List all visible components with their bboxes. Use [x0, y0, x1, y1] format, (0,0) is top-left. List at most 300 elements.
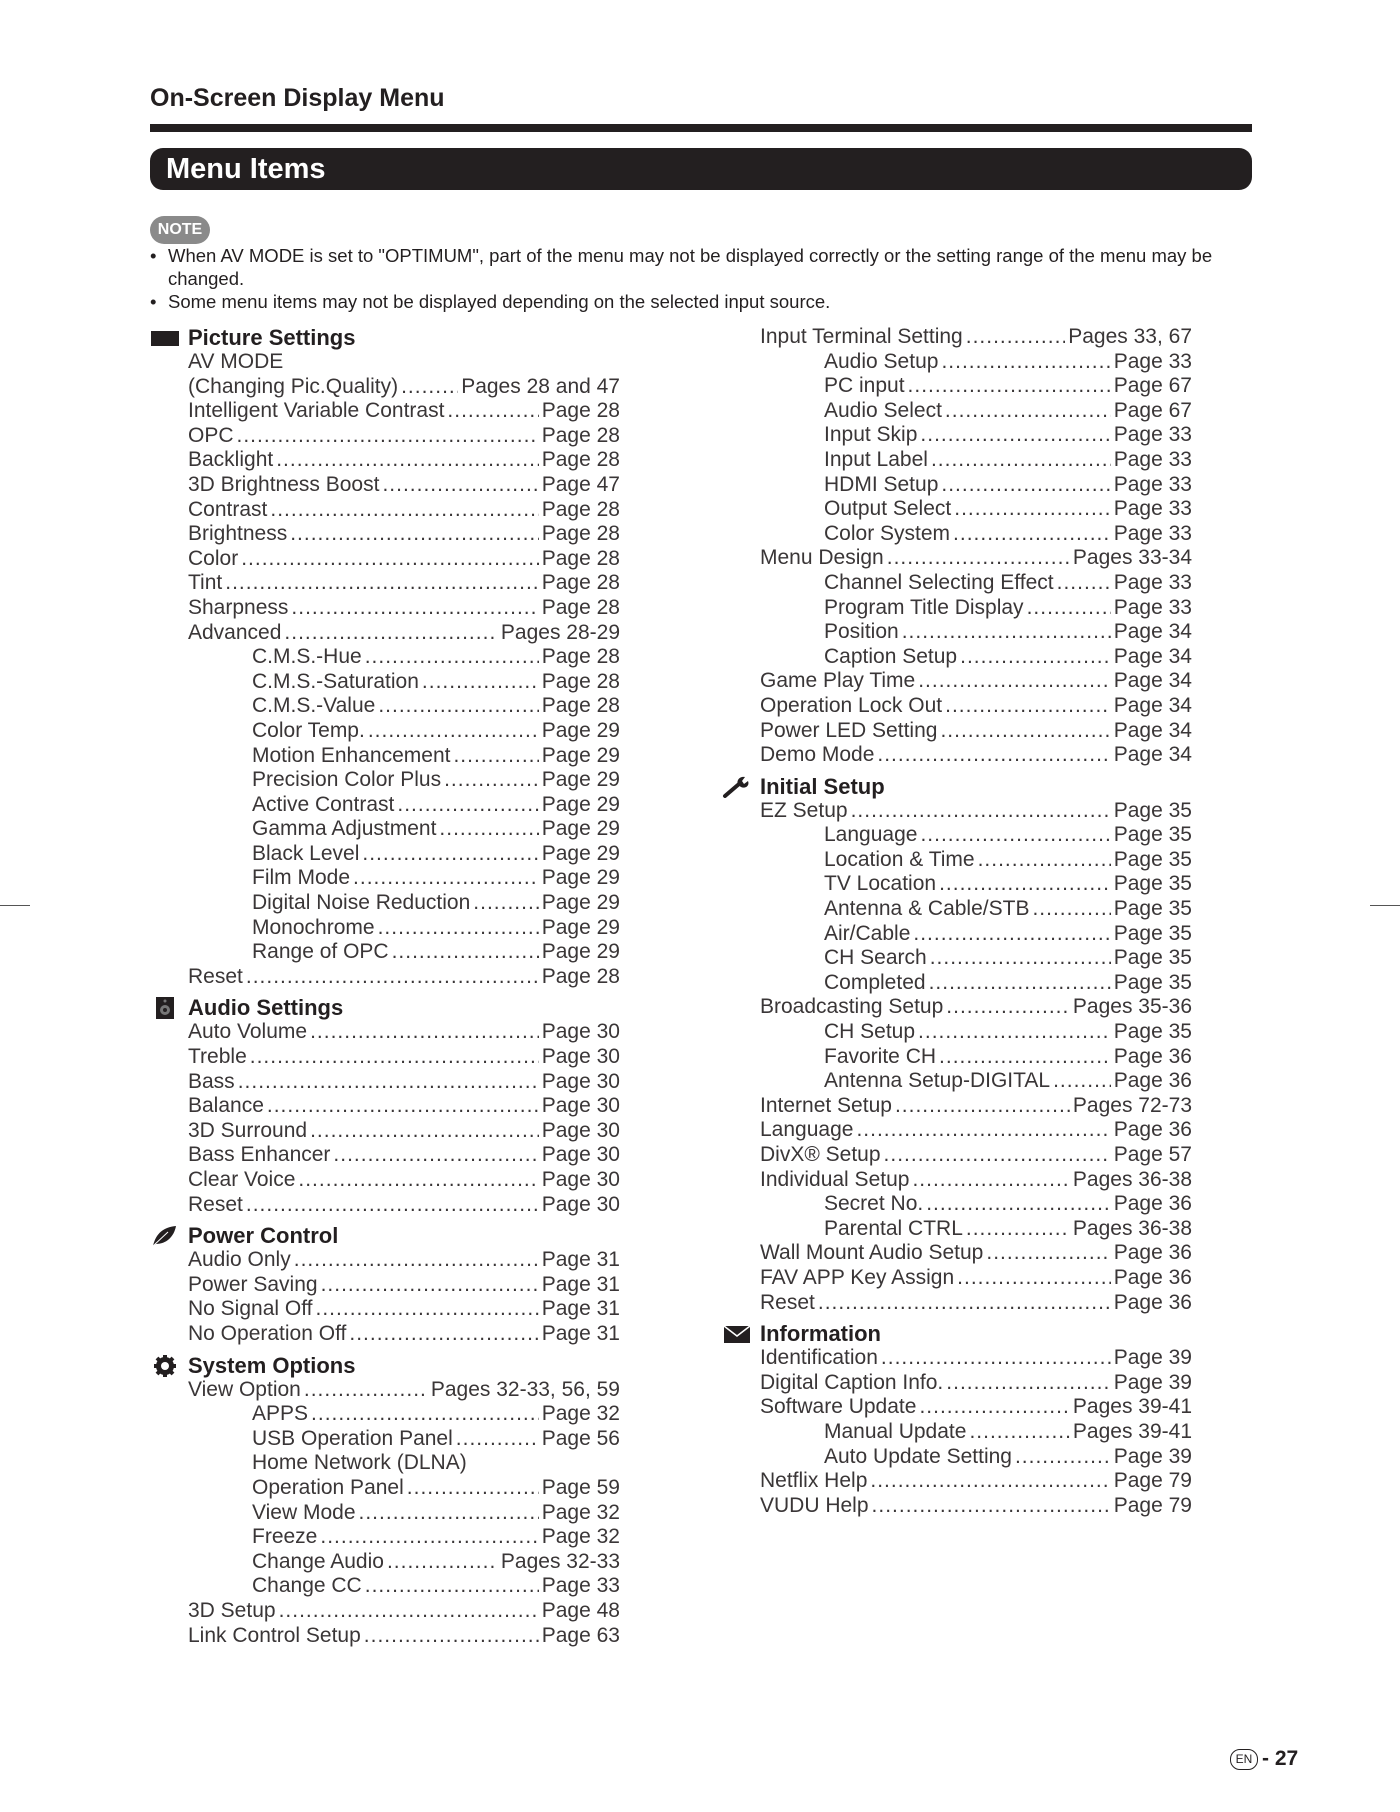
- menu-item: [722, 473, 1192, 498]
- power-control-leaf-icon: [150, 1225, 180, 1247]
- menu-item: [150, 866, 620, 891]
- menu-item-label: Reset: [760, 1290, 815, 1314]
- menu-item: [722, 596, 1192, 621]
- menu-item-label: Active Contrast: [252, 792, 395, 816]
- menu-item-label: Reset: [188, 964, 243, 988]
- leader-dots: [851, 799, 1111, 824]
- menu-item-label: Film Mode: [252, 866, 351, 890]
- leader-dots: [881, 1346, 1111, 1371]
- menu-item-label: C.M.S.-Saturation: [252, 669, 419, 693]
- leader-dots: [407, 1476, 539, 1501]
- menu-item-label: Location & Time: [824, 847, 975, 871]
- menu-item-page: Page 36: [1113, 1069, 1192, 1093]
- menu-item-label: HDMI Setup: [824, 472, 939, 496]
- menu-item: [722, 448, 1192, 473]
- menu-item: [722, 497, 1192, 522]
- menu-item-page: Page 35: [1113, 946, 1192, 970]
- menu-item: [722, 971, 1192, 996]
- leader-dots: [957, 1266, 1111, 1291]
- menu-item-label: View Mode: [252, 1500, 356, 1524]
- leader-dots: [382, 473, 538, 498]
- leader-dots: [1015, 1445, 1111, 1470]
- menu-item: [722, 669, 1192, 694]
- menu-item-label: Brightness: [188, 522, 288, 546]
- menu-item: [722, 694, 1192, 719]
- menu-item-page: Page 30: [541, 1192, 620, 1216]
- menu-item: [722, 546, 1192, 571]
- leader-dots: [290, 522, 539, 547]
- leader-dots: [397, 793, 538, 818]
- menu-item: [722, 1094, 1192, 1119]
- menu-item-label: Tint: [188, 571, 223, 595]
- left-column: [150, 325, 620, 1654]
- leader-dots: [986, 1241, 1110, 1266]
- menu-item: [722, 995, 1192, 1020]
- menu-item-label: Secret No.: [824, 1192, 924, 1216]
- menu-item: [150, 793, 620, 818]
- menu-item-page: Page 63: [541, 1623, 620, 1647]
- menu-item: [150, 1168, 620, 1193]
- leader-dots: [908, 374, 1111, 399]
- menu-item-label: CH Setup: [824, 1020, 916, 1044]
- menu-item-page: Page 79: [1113, 1493, 1192, 1517]
- menu-item-page: Page 28: [541, 571, 620, 595]
- menu-item: [150, 719, 620, 744]
- menu-item-page: Page 30: [541, 1094, 620, 1118]
- menu-item: [722, 325, 1192, 350]
- menu-item-label: Wall Mount Audio Setup: [760, 1241, 984, 1265]
- menu-item: [150, 448, 620, 473]
- menu-item-label: USB Operation Panel: [252, 1426, 453, 1450]
- menu-item-label: Manual Update: [824, 1419, 967, 1443]
- menu-item-page: Page 29: [541, 866, 620, 890]
- menu-item-page: Page 28: [541, 595, 620, 619]
- menu-group-title: Picture Settings: [188, 325, 356, 350]
- menu-item: [150, 916, 620, 941]
- note-line: • Some menu items may not be displayed depending on the selected input source.: [150, 290, 1252, 313]
- leader-dots: [447, 399, 538, 424]
- menu-item-page: Pages 32-33: [500, 1549, 620, 1573]
- menu-item-page: Page 30: [541, 1045, 620, 1069]
- leader-dots: [246, 1193, 539, 1218]
- menu-item-label: Air/Cable: [824, 921, 911, 945]
- menu-item-label: Audio Setup: [824, 349, 939, 373]
- menu-item-page: Page 57: [1113, 1143, 1192, 1166]
- leader-dots: [320, 1525, 538, 1550]
- menu-item-page: Page 34: [1113, 620, 1192, 644]
- menu-item-label: Demo Mode: [760, 743, 875, 767]
- menu-item-label: Favorite CH: [824, 1044, 937, 1068]
- menu-item: [150, 522, 620, 547]
- menu-item: [150, 1451, 620, 1476]
- menu-item-page: Pages 39-41: [1072, 1395, 1192, 1419]
- menu-item-page: Page 35: [1113, 872, 1192, 896]
- menu-item-label: Input Label: [824, 447, 928, 471]
- leader-dots: [267, 1094, 539, 1119]
- leader-dots: [953, 522, 1111, 547]
- leader-dots: [368, 719, 539, 744]
- menu-item-page: Page 33: [1113, 349, 1192, 373]
- menu-item-label: Completed: [824, 970, 926, 994]
- menu-item: [722, 1445, 1192, 1470]
- menu-item: [722, 423, 1192, 448]
- menu-item-page: Page 48: [541, 1598, 620, 1622]
- menu-item-page: Pages 28-29: [500, 620, 620, 644]
- menu-item: [150, 1574, 620, 1599]
- menu-item: [722, 743, 1192, 768]
- leader-dots: [918, 1020, 1111, 1045]
- menu-group-heading: [722, 1321, 1192, 1346]
- menu-item: [722, 719, 1192, 744]
- menu-item-label: Program Title Display: [824, 595, 1024, 619]
- menu-item: [150, 399, 620, 424]
- menu-item: [722, 1420, 1192, 1445]
- menu-item: [150, 473, 620, 498]
- menu-item-page: Page 29: [541, 743, 620, 767]
- menu-item-label: Channel Selecting Effect: [824, 570, 1054, 594]
- menu-item-label: Game Play Time: [760, 669, 916, 693]
- leader-dots: [279, 1599, 539, 1624]
- menu-item-label: Change Audio: [252, 1549, 384, 1573]
- menu-item-label: Caption Setup: [824, 644, 958, 668]
- menu-item: [150, 424, 620, 449]
- menu-item-label: C.M.S.-Value: [252, 694, 376, 718]
- leader-dots: [870, 1469, 1110, 1494]
- menu-group: [150, 325, 620, 989]
- menu-item-label: Antenna & Cable/STB: [824, 897, 1030, 921]
- menu-item: [722, 399, 1192, 424]
- leader-dots: [1027, 596, 1111, 621]
- menu-item-page: Page 29: [541, 940, 620, 964]
- leader-dots: [470, 1451, 617, 1476]
- leader-dots: [931, 448, 1111, 473]
- menu-item-page: Page 79: [1113, 1469, 1192, 1493]
- leader-dots: [291, 596, 538, 621]
- menu-group-title: Information: [760, 1321, 881, 1347]
- menu-group-title: Initial Setup: [760, 773, 885, 799]
- menu-item-label: PC input: [824, 374, 905, 398]
- menu-item: [150, 1020, 620, 1045]
- menu-item: [722, 1395, 1192, 1420]
- menu-item-page: Page 35: [1113, 921, 1192, 945]
- menu-item-label: APPS: [252, 1402, 309, 1426]
- menu-item-page: Page 33: [1113, 447, 1192, 471]
- menu-item-page: Page 35: [1113, 798, 1192, 822]
- header-rule: [150, 124, 1252, 132]
- menu-item-label: OPC: [188, 423, 234, 447]
- menu-item: [150, 596, 620, 621]
- menu-item-label: C.M.S.-Hue: [252, 645, 362, 669]
- menu-item-label: Individual Setup: [760, 1167, 910, 1191]
- menu-item-page: Page 28: [541, 448, 620, 472]
- menu-item-page: Page 31: [541, 1297, 620, 1321]
- leader-dots: [378, 694, 538, 719]
- registration-mark: [0, 905, 30, 906]
- menu-item: [722, 1020, 1192, 1045]
- leader-dots: [945, 694, 1111, 719]
- menu-item-label: Motion Enhancement: [252, 743, 451, 767]
- menu-group-title: Power Control: [188, 1223, 339, 1249]
- menu-group-heading: [150, 1353, 620, 1378]
- menu-item-label: (Changing Pic.Quality): [188, 374, 399, 398]
- menu-item: [150, 621, 620, 646]
- menu-item-label: View Option: [188, 1377, 301, 1401]
- menu-item-page: Page 28: [541, 964, 620, 988]
- menu-item-page: Pages 72-73: [1072, 1093, 1192, 1117]
- menu-item-page: Page 30: [541, 1020, 620, 1044]
- menu-item: [150, 768, 620, 793]
- menu-item: [722, 1168, 1192, 1193]
- leader-dots: [884, 1143, 1111, 1168]
- menu-item-page: Page 34: [1113, 644, 1192, 668]
- menu-item-page: Page 29: [541, 915, 620, 939]
- leader-dots: [333, 1143, 538, 1168]
- menu-item-page: Pages 35-36: [1072, 995, 1192, 1019]
- menu-group: [722, 774, 1192, 1315]
- menu-group: [150, 1223, 620, 1346]
- menu-item-label: DivX® Setup: [760, 1143, 881, 1166]
- leader-dots: [276, 448, 539, 473]
- menu-item-label: Operation Panel: [252, 1475, 404, 1499]
- menu-item: [150, 1599, 620, 1624]
- menu-item-label: Output Select: [824, 497, 952, 521]
- menu-item-label: Sharpness: [188, 595, 289, 619]
- audio-settings-icon: [150, 997, 180, 1019]
- menu-item-page: Page 33: [541, 1574, 620, 1598]
- menu-item: [722, 848, 1192, 873]
- leader-dots: [919, 1395, 1069, 1420]
- menu-item-label: Auto Volume: [188, 1020, 308, 1044]
- menu-item-label: Home Network (DLNA): [252, 1451, 467, 1475]
- menu-item-label: Input Terminal Setting: [760, 325, 963, 348]
- menu-item: [150, 1501, 620, 1526]
- menu-item-label: Operation Lock Out: [760, 693, 943, 717]
- leader-dots: [225, 571, 539, 596]
- menu-item: [722, 1494, 1192, 1519]
- menu-item: [722, 946, 1192, 971]
- leader-dots: [311, 1402, 539, 1427]
- menu-item: [722, 1346, 1192, 1371]
- leader-dots: [941, 350, 1110, 375]
- menu-item: [150, 1273, 620, 1298]
- menu-item-page: Page 30: [541, 1069, 620, 1093]
- menu-item-label: Netflix Help: [760, 1469, 868, 1493]
- menu-item-label: Position: [824, 620, 899, 644]
- menu-item-page: Page 29: [541, 841, 620, 865]
- menu-item-page: Page 28: [541, 497, 620, 521]
- menu-item-label: Color: [188, 546, 239, 570]
- menu-item: [722, 1241, 1192, 1266]
- page-footer: [1230, 1747, 1298, 1771]
- leader-dots: [364, 1624, 539, 1649]
- menu-group: [150, 1353, 620, 1649]
- menu-item-page: Page 28: [541, 546, 620, 570]
- menu-item-page: Pages 33, 67: [1068, 325, 1192, 348]
- menu-item-page: Pages 28 and 47: [461, 374, 620, 398]
- menu-item-page: Page 59: [541, 1475, 620, 1499]
- menu-item: [722, 350, 1192, 375]
- menu-group-heading: [150, 325, 620, 350]
- leader-dots: [939, 1045, 1111, 1070]
- leader-dots: [918, 669, 1111, 694]
- menu-group: [722, 1321, 1192, 1518]
- menu-item: [150, 670, 620, 695]
- menu-item: [150, 1248, 620, 1273]
- leader-dots: [902, 620, 1111, 645]
- menu-item-page: Page 28: [541, 522, 620, 546]
- menu-item-page: Page 36: [1113, 1290, 1192, 1314]
- menu-item-page: Page 33: [1113, 595, 1192, 619]
- menu-item-label: Internet Setup: [760, 1093, 892, 1117]
- menu-item-page: Page 28: [541, 645, 620, 669]
- menu-item: [150, 842, 620, 867]
- menu-item-page: Page 33: [1113, 521, 1192, 545]
- menu-item-label: FAV APP Key Assign: [760, 1265, 955, 1289]
- leader-dots: [939, 872, 1111, 897]
- leader-dots: [246, 965, 539, 990]
- menu-item-label: Color Temp.: [252, 718, 365, 742]
- menu-item-page: Page 28: [541, 669, 620, 693]
- menu-item-page: Page 35: [1113, 847, 1192, 871]
- leader-dots: [241, 547, 539, 572]
- menu-item-label: Digital Caption Info.: [760, 1370, 944, 1394]
- menu-item: [722, 620, 1192, 645]
- menu-item: [722, 799, 1192, 824]
- menu-item-page: Page 29: [541, 792, 620, 816]
- menu-item-label: Treble: [188, 1045, 247, 1069]
- menu-item-label: Link Control Setup: [188, 1623, 361, 1647]
- menu-item: [150, 1143, 620, 1168]
- menu-item-label: VUDU Help: [760, 1493, 869, 1517]
- menu-item: [150, 1070, 620, 1095]
- menu-item-page: Page 30: [541, 1118, 620, 1142]
- menu-item: [722, 571, 1192, 596]
- menu-item: [722, 374, 1192, 399]
- menu-item-page: Page 56: [541, 1426, 620, 1450]
- leader-dots: [920, 423, 1110, 448]
- leader-dots: [1057, 571, 1111, 596]
- menu-item-page: Page 29: [541, 817, 620, 841]
- menu-item-label: Freeze: [252, 1525, 318, 1549]
- menu-item: [722, 1192, 1192, 1217]
- page-title-banner: Menu Items: [150, 148, 1252, 190]
- menu-item-label: EZ Setup: [760, 798, 848, 822]
- menu-item-page: Page 32: [541, 1525, 620, 1549]
- menu-item: [150, 547, 620, 572]
- leader-dots: [954, 497, 1111, 522]
- menu-item-label: Language: [824, 823, 918, 847]
- menu-item-page: Page 67: [1113, 374, 1192, 398]
- menu-item-label: 3D Brightness Boost: [188, 472, 380, 496]
- menu-item-label: Gamma Adjustment: [252, 817, 437, 841]
- leader-dots: [456, 1427, 539, 1452]
- leader-dots: [286, 350, 617, 375]
- menu-item-page: Page 32: [541, 1402, 620, 1426]
- section-title: On-Screen Display Menu: [150, 84, 445, 112]
- leader-dots: [378, 916, 539, 941]
- menu-item: [150, 1193, 620, 1218]
- menu-item: [150, 694, 620, 719]
- leader-dots: [940, 719, 1110, 744]
- menu-item-page: Pages 39-41: [1072, 1419, 1192, 1443]
- menu-item-label: Audio Select: [824, 398, 942, 422]
- leader-dots: [349, 1322, 538, 1347]
- menu-item-page: Page 34: [1113, 693, 1192, 717]
- menu-item-page: Page 29: [541, 718, 620, 742]
- leader-dots: [387, 1550, 498, 1575]
- leader-dots: [238, 1070, 539, 1095]
- menu-item-label: Change CC: [252, 1574, 362, 1598]
- menu-item-label: Power LED Setting: [760, 718, 938, 742]
- system-options-gear-icon: [150, 1355, 180, 1377]
- menu-item-page: Pages 36-38: [1072, 1167, 1192, 1191]
- menu-item-label: Power Saving: [188, 1272, 318, 1296]
- leader-dots: [439, 817, 538, 842]
- leader-dots: [978, 848, 1111, 873]
- menu-item: [722, 1118, 1192, 1143]
- leader-dots: [473, 891, 538, 916]
- leader-dots: [316, 1297, 539, 1322]
- menu-item-label: Antenna Setup-DIGITAL: [824, 1069, 1051, 1093]
- menu-item-label: Advanced: [188, 620, 282, 644]
- leader-dots: [294, 1248, 539, 1273]
- menu-item-page: Page 30: [541, 1143, 620, 1167]
- menu-item: [150, 1550, 620, 1575]
- menu-item-page: Page 34: [1113, 743, 1192, 767]
- menu-item-page: Page 39: [1113, 1346, 1192, 1370]
- leader-dots: [365, 1574, 539, 1599]
- menu-item-label: Monochrome: [252, 915, 375, 939]
- menu-item: [150, 744, 620, 769]
- menu-item: [150, 1322, 620, 1347]
- page-number: 27: [1274, 1747, 1299, 1770]
- leader-dots: [298, 1168, 538, 1193]
- menu-item-page: Page 33: [1113, 472, 1192, 496]
- menu-item-label: Menu Design: [760, 546, 884, 570]
- menu-group: [150, 995, 620, 1217]
- menu-item: [150, 940, 620, 965]
- leader-dots: [365, 645, 539, 670]
- menu-item-label: Digital Noise Reduction: [252, 891, 471, 915]
- menu-item-page: Page 33: [1113, 497, 1192, 521]
- menu-item: [150, 965, 620, 990]
- menu-item-label: Auto Update Setting: [824, 1444, 1012, 1468]
- menu-item: [150, 817, 620, 842]
- menu-item-label: Color System: [824, 521, 951, 545]
- note-line: • When AV MODE is set to "OPTIMUM", part of the menu may not be displayed correctly or the setting range of the menu may be changed.: [150, 244, 1252, 290]
- leader-dots: [895, 1094, 1070, 1119]
- menu-item-page: Page 33: [1113, 570, 1192, 594]
- menu-item-page: Page 35: [1113, 823, 1192, 847]
- leader-dots: [310, 1119, 539, 1144]
- menu-item: [150, 1525, 620, 1550]
- information-envelope-icon: [722, 1323, 752, 1345]
- leader-dots: [284, 621, 498, 646]
- menu-group-title: System Options: [188, 1352, 356, 1378]
- menu-item-label: Intelligent Variable Contrast: [188, 399, 445, 423]
- menu-item: [722, 823, 1192, 848]
- menu-item-page: Page 36: [1113, 1192, 1192, 1216]
- leader-dots: [444, 768, 539, 793]
- menu-item-label: 3D Setup: [188, 1598, 276, 1622]
- menu-item-page: Page 34: [1113, 718, 1192, 742]
- menu-item-label: Black Level: [252, 841, 360, 865]
- menu-group: [722, 325, 1192, 768]
- menu-item: [150, 498, 620, 523]
- menu-item: [150, 571, 620, 596]
- menu-item-label: AV MODE: [188, 350, 284, 373]
- menu-item-label: Software Update: [760, 1395, 917, 1419]
